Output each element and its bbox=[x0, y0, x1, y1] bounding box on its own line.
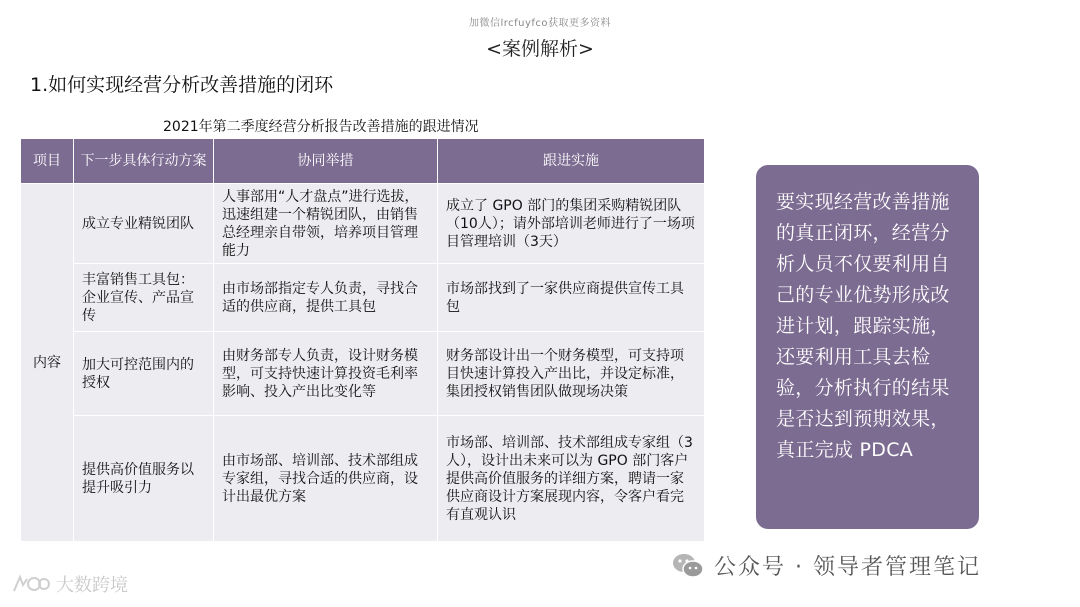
slide-title: <案例解析> bbox=[486, 38, 594, 60]
followup-cell: 成立了 GPO 部门的集团采购精锐团队（10人）；请外部培训老师进行了一场项目管理培训（3天） bbox=[438, 184, 705, 264]
table-row bbox=[21, 416, 705, 542]
table-header-row bbox=[21, 139, 705, 184]
top-note: 加微信lrcfuyfco获取更多资料 bbox=[468, 18, 612, 29]
measure-cell: 人事部用“人才盘点”进行选拔，迅速组建一个精锐团队，由销售总经理亲自带领，培养项目管理能力 bbox=[214, 184, 438, 264]
followup-cell: 市场部找到了一家供应商提供宣传工具包 bbox=[438, 264, 705, 332]
header-measure: 协同举措 bbox=[214, 139, 438, 184]
callout-text: 要实现经营改善措施的真正闭环，经营分析人员不仅要利用自己的专业优势形成改进计划，跟踪实施，还要利用工具去检验，分析执行的结果是否达到预期效果，真正完成 PDCA bbox=[776, 191, 950, 461]
measure-cell: 由市场部、培训部、技术部组成专家组，寻找合适的供应商，设计出最优方案 bbox=[214, 416, 438, 542]
watermark-text: 大数跨境 bbox=[56, 575, 128, 596]
measure-cell: 由市场部指定专人负责，寻找合适的供应商，提供工具包 bbox=[214, 264, 438, 332]
table-row bbox=[21, 184, 705, 264]
callout-box bbox=[756, 165, 979, 529]
table-row bbox=[21, 332, 705, 416]
measure-cell: 由财务部专人负责，设计财务模型，可支持快速计算投资毛利率影响、投入产出比变化等 bbox=[214, 332, 438, 416]
table-row bbox=[21, 264, 705, 332]
item-label-cell: 内容 bbox=[21, 184, 74, 542]
action-cell: 提供高价值服务以提升吸引力 bbox=[74, 416, 214, 542]
action-cell: 加大可控范围内的授权 bbox=[74, 332, 214, 416]
logo-icon bbox=[10, 573, 50, 595]
wechat-credit bbox=[672, 550, 981, 581]
action-cell: 丰富销售工具包：企业宣传、产品宣传 bbox=[74, 264, 214, 332]
header-followup: 跟进实施 bbox=[438, 139, 705, 184]
section-heading: 1.如何实现经营分析改善措施的闭环 bbox=[30, 74, 334, 96]
improvement-table bbox=[20, 138, 705, 542]
wechat-icon bbox=[672, 552, 704, 580]
followup-cell: 财务部设计出一个财务模型，可支持项目快速计算投入产出比，并设定标准，集团授权销售团队做现场决策 bbox=[438, 332, 705, 416]
followup-cell: 市场部、培训部、技术部组成专家组（3人），设计出未来可以为 GPO 部门客户提供高价值服务的详细方案，聘请一家供应商设计方案展现内容，令客户看完有直观认识 bbox=[438, 416, 705, 542]
action-cell: 成立专业精锐团队 bbox=[74, 184, 214, 264]
table-caption: 2021年第二季度经营分析报告改善措施的跟进情况 bbox=[163, 119, 479, 135]
header-item: 项目 bbox=[21, 139, 74, 184]
header-action: 下一步具体行动方案 bbox=[74, 139, 214, 184]
wechat-text: 公众号 · 领导者管理笔记 bbox=[714, 555, 981, 580]
watermark bbox=[10, 571, 128, 597]
